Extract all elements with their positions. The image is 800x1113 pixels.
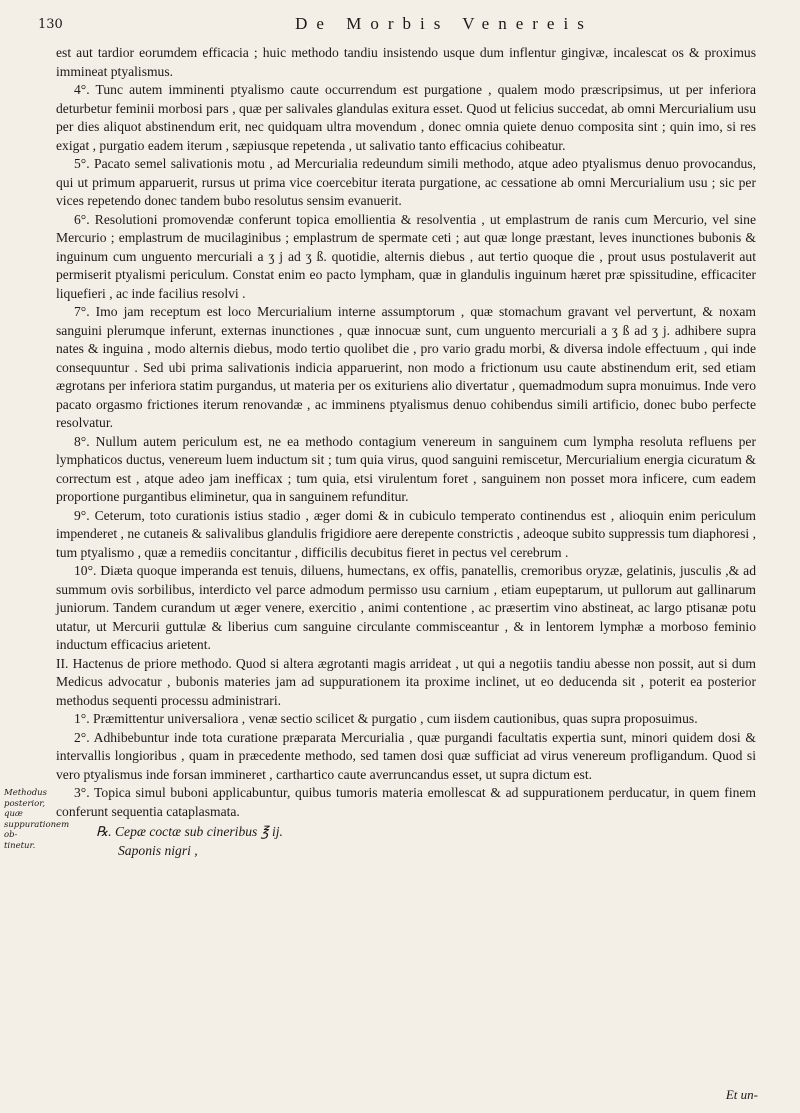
margin-note: Methodus posterior, quæ suppurationem ob-tinetur. — [4, 788, 70, 851]
paragraph: 4°. Tunc autem imminenti ptyalismo caute occurrendum est purgatione , qualem modo præscripsimus, ut per inferiora deturbetur feminii morbosi pars , quæ per salivales glandulas exitura esset. Quod ut felicius succedat, ab omni Mercurialium usu per dies aliquot abstinendum erit, nec quidquam ultra movendum , donec omnia quiete denuo composita sint ; quin imo, si res exigat , purgatio eadem iterum , sæpiusque repetenda , ut salivatio tanto efficacius cohibeatur. — [56, 82, 756, 153]
running-head: De Morbis Venereis — [295, 14, 593, 33]
paragraph: 9°. Ceterum, toto curationis istius stadio , æger domi & in cubiculo temperato continendus est , alioquin enim periculum impenderet , ne cutaneis & salivalibus glandulis frigidiore aere derepente constrictis , adeoque subito suppressis tum diaphoresi , tum ptyalismo , quæ a remediis concitantur , difficilis decubitus fieret in pectus vel cerebrum . — [56, 507, 756, 560]
paragraph: 3°. Topica simul buboni applicabuntur, quibus tumoris materia emollescat & ad suppurationem perducatur, in quem finem conferunt sequentia cataplasmata. — [56, 785, 756, 819]
section-paragraph: II. Hactenus de priore methodo. Quod si altera ægrotanti magis arrideat , ut qui a negotiis tandiu abesse non possit, aut si dum Medicus advocatur , bubonis materies jam ad suppurationem ita proxime inclinet, ut eo deducenda sit , poterit ea posterior methodus sequenti processu administrari. — [56, 655, 756, 708]
paragraph: 7°. Imo jam receptum est loco Mercurialium interne assumptorum , quæ stomachum gravant vel pervertunt, & noxam sanguini plerumque inferunt, externas inunctiones , quæ innocuæ sunt, cum unguento mercuriali a ʒ ß ad ʒ j. adhibere supra nates & inguina , modo alternis diebus, modo tertio quolibet die , pro vario gradu morbi, & diversa indole effectuum , qui inde consequuntur . Sed ubi prima salivationis indicia apparuerint, non modo a frictionum usu caute abstinendum erit, sed etiam ægrotans per inferiora statim purgandus, ut materia per os exituriens alio divertatur , quemadmodum supra monuimus. Inde vero pacato orgasmo frictiones iterum renovandæ , ac imminens ptyalismus denuo cohibendus simili artificio, donec bubo perfecte resolvatur. — [56, 304, 756, 430]
catchword: Et un- — [725, 1087, 758, 1102]
recipe-line: Saponis nigri , — [118, 842, 198, 858]
recipe-line: ℞. Cepæ coctæ sub cineribus ℥ ij. — [96, 824, 283, 839]
body-text — [56, 44, 756, 860]
paragraph: 2°. Adhibebuntur inde tota curatione præparata Mercurialia , quæ purgandi facultatis expertia sunt, minori quidem dosi & intervallis longioribus , quam in præcedente methodo, sed tamen dosi quæ sufficiat ad virus venereum profligandum. Quod si vero ptyalismus inde forsan immineret , carthartico caute averruncandus esset, ut supra dictum est. — [56, 729, 756, 782]
page-number: 130 — [38, 17, 63, 32]
paragraph: 1°. Præmittentur universaliora , venæ sectio scilicet & purgatio , cum iisdem cautionibus, quas supra proposuimus. — [74, 711, 698, 726]
paragraph: est aut tardior eorumdem efficacia ; huic methodo tandiu insistendo usque dum inflentur gingivæ, incalescat os & proximus immineat ptyalismus. — [56, 45, 756, 79]
paragraph: 10°. Diæta quoque imperanda est tenuis, diluens, humectans, ex offis, panatellis, cremoribus oryzæ, gelatinis, jusculis ,& ad summum ovis sorbilibus, interdicto vel parce admodum permisso usu carnium , etiam eupeptarum, ut pullorum aut gallinarum juniorum. Tandem curandum ut æger venere, exercitio , animi contentione , ac præsertim vino abstineat, ac largo ptisanæ potu utatur, ut Mercurii guttulæ & liberius cum sanguine circulante commisceantur , & in lentorem lymphæ a morboso feminio inductum efficacius arietent. — [56, 563, 756, 652]
paragraph: 5°. Pacato semel salivationis motu , ad Mercurialia redeundum simili methodo, atque adeo ptyalismus denuo provocandus, qui ut primum apparuerit, rursus ut prima vice coercebitur iterata purgatione, ac cessatione ab omni Mercurialium usu ; sic per vices repetendo donec tandem bubo resolutus sensim evanuerit. — [56, 156, 756, 208]
paragraph: 8°. Nullum autem periculum est, ne ea methodo contagium venereum in sanguinem cum lympha resoluta refluens per lymphaticos ductus, venereum luem inductum sit ; tum quia virus, quod sanguini remiscetur, Mercurialium energia cicuratum & correctum est , atque adeo jam inefficax ; tum quia, etsi virulentum foret , sanguinem non posset mora inficere, cum eadem proportione purgantibus eliminetur, qua in sanguinem refunditur. — [56, 433, 756, 504]
page-header — [38, 14, 760, 40]
paragraph: 6°. Resolutioni promovendæ conferunt topica emollientia & resolventia , ut emplastrum de ranis cum Mercurio, vel sine Mercurio ; emplastrum de mucilaginibus ; emplastrum de spermate ceti ; aut quæ longe præstant, leves inunctiones bubonis & inguinum cum unguento mercuriali a ʒ j ad ʒ ß. quotidie, alternis diebus , aut tertio quoque die , prout usus postulaverit aut permiserit ptyalismi periculum. Constat enim eo pacto lympham, quæ in glandulis inguinum hæret præ spissitudine, efficaciter liquefieri , ac inde facilius resolvi . — [56, 211, 756, 301]
recipe — [56, 823, 756, 860]
